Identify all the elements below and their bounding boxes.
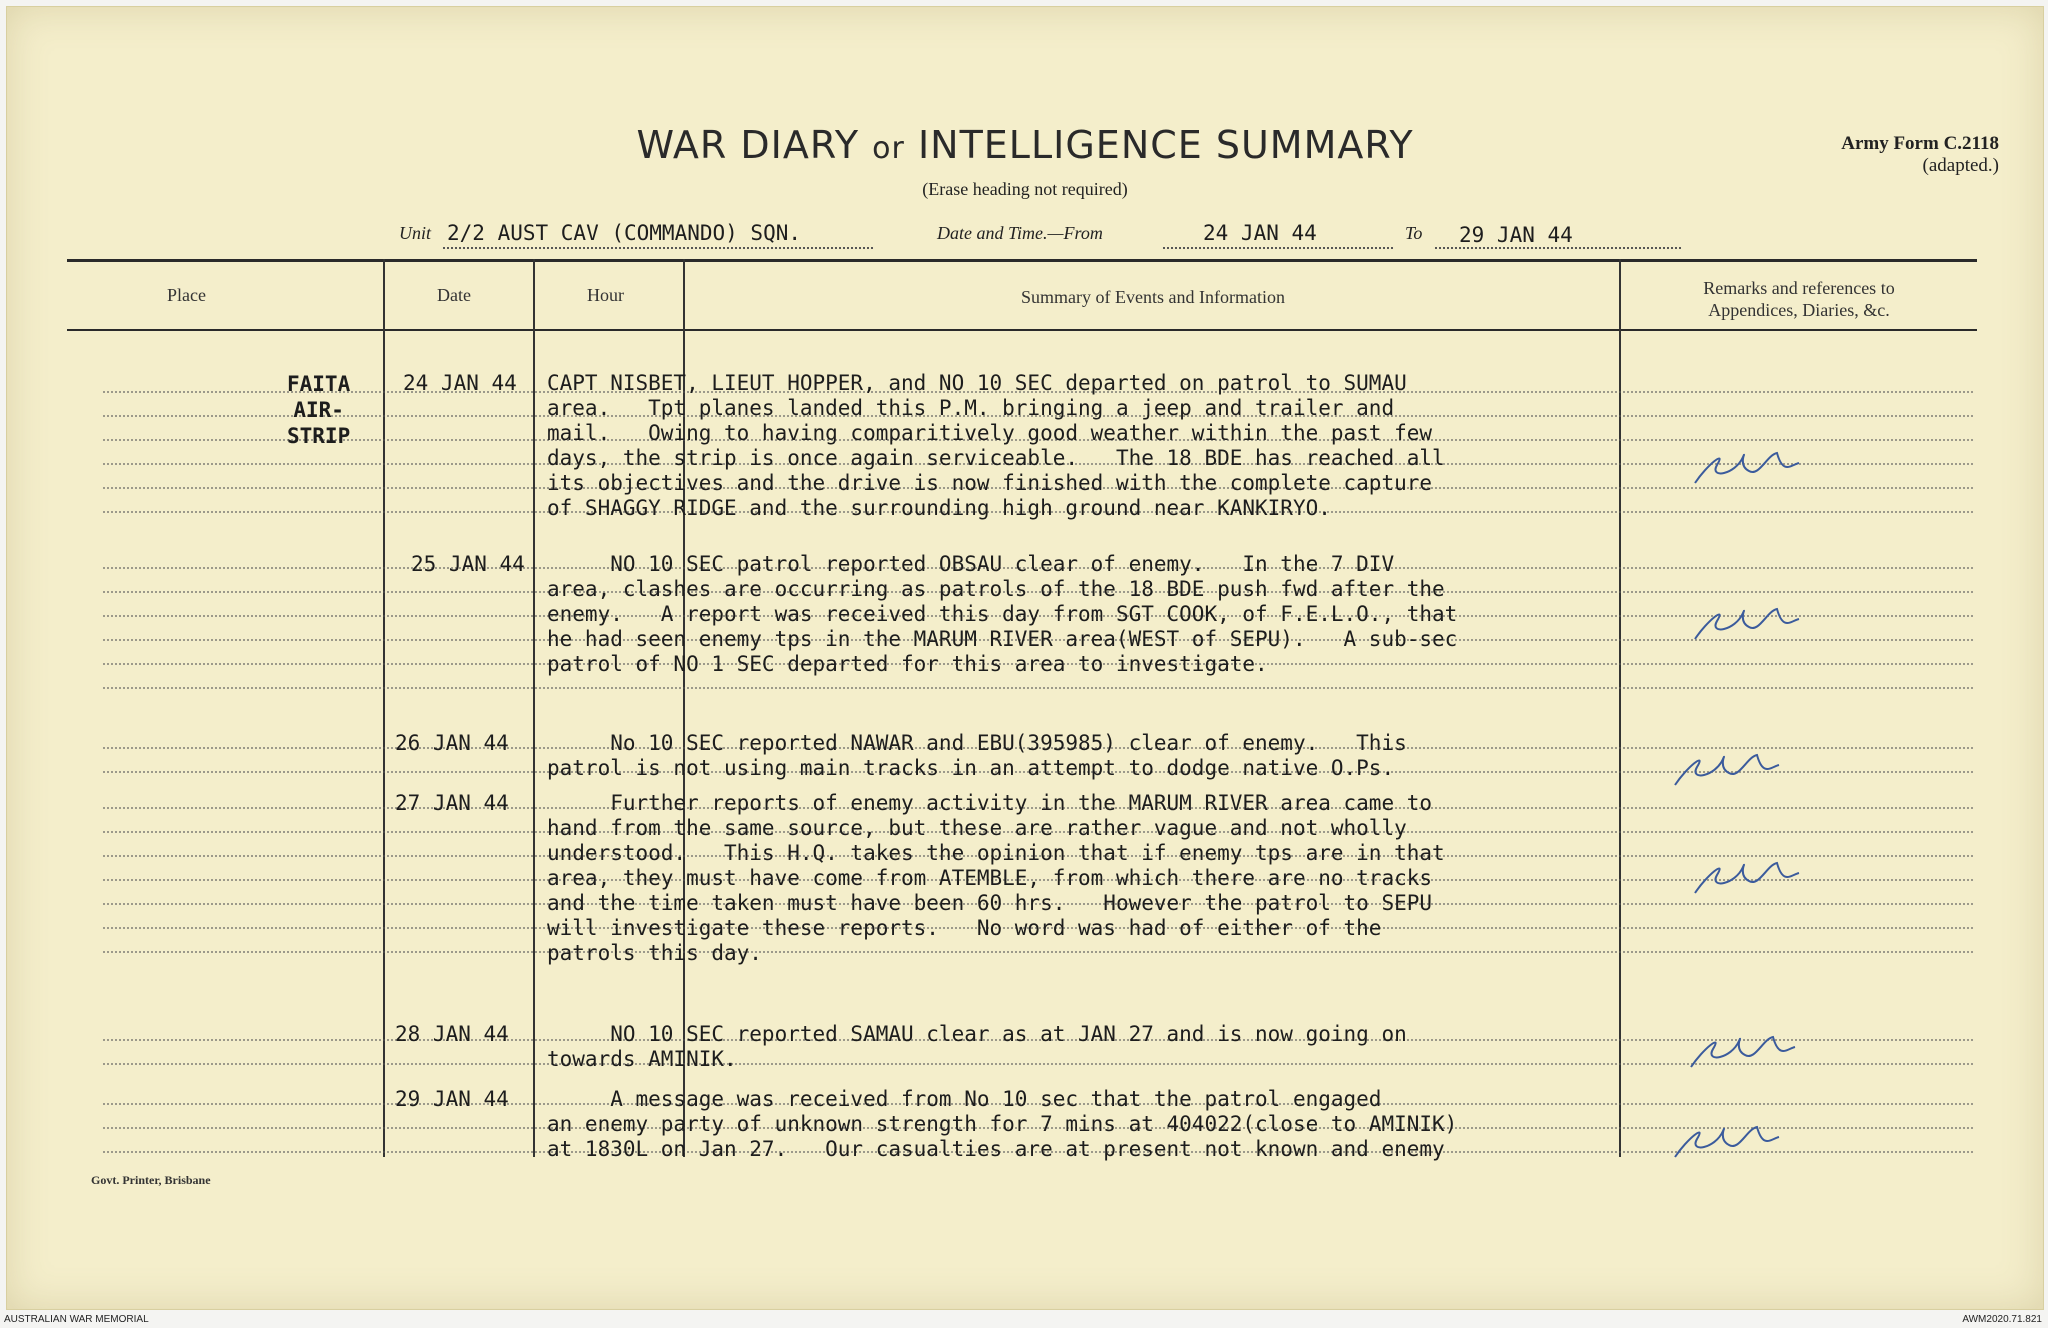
table-top-border	[67, 259, 1977, 262]
unit-label: Unit	[399, 223, 432, 243]
remarks-initials	[1667, 1109, 1787, 1169]
column-divider-summary	[1619, 259, 1621, 1157]
archive-accession-number: AWM2020.71.821	[1962, 1314, 2042, 1325]
column-header-summary: Summary of Events and Information	[1021, 287, 1285, 307]
printer-imprint: Govt. Printer, Brisbane	[91, 1173, 211, 1187]
entry-text: NO 10 SEC patrol reported OBSAU clear of enemy. In the 7 DIV area, clashes are occurring as patrols of the 18 BDE push fwd after the enemy. A report was received this day from SGT COOK, of F.E.L.O., that he had seen enemy tps in the MARUM RIVER area(WEST of SEPU). A sub-sec patrol of NO 1 SEC departed for this area to investigate.	[547, 552, 1458, 676]
diary-page	[6, 6, 2044, 1310]
column-divider-date	[533, 259, 535, 1157]
to-date-value: 29 JAN 44	[1459, 223, 1573, 247]
column-header-hour: Hour	[587, 285, 624, 305]
remarks-initials	[1683, 1019, 1803, 1079]
column-header-place: Place	[167, 285, 206, 305]
date-cell: 28 JAN 44	[395, 1022, 509, 1046]
entry-text: No 10 SEC reported NAWAR and EBU(395985) clear of enemy. This patrol is not using main tracks in an attempt to dodge native O.Ps.	[547, 731, 1407, 780]
table-header-border	[67, 329, 1977, 331]
unit-value: 2/2 AUST CAV (COMMANDO) SQN.	[447, 221, 802, 245]
to-dotted-line	[1435, 247, 1681, 249]
to-label: To	[1405, 223, 1423, 243]
date-cell: 27 JAN 44	[395, 791, 509, 815]
date-cell: 29 JAN 44	[395, 1087, 509, 1111]
ruled-line	[103, 687, 1973, 689]
form-identifier	[1841, 133, 1999, 177]
column-header-date: Date	[437, 285, 471, 305]
form-number: Army Form C.2118	[1841, 133, 1999, 154]
entry-text: CAPT NISBET, LIEUT HOPPER, and NO 10 SEC departed on patrol to SUMAU area. Tpt planes landed this P.M. bringing a jeep and trailer and mail. Owing to having comparitively good weather within the past few days, the strip is once again serviceable. The 18 BDE has reached all its objectives and the drive is now finished with the complete capture of SHAGGY RIDGE and the surrounding high ground near KANKIRYO.	[547, 371, 1445, 520]
remarks-initials	[1667, 737, 1787, 797]
from-date-value: 24 JAN 44	[1203, 221, 1317, 245]
entry-text: NO 10 SEC reported SAMAU clear as at JAN 27 and is now going on towards AMINIK.	[547, 1022, 1407, 1071]
page-subtitle: (Erase heading not required)	[922, 179, 1128, 199]
form-note: (adapted.)	[1922, 155, 1999, 176]
archive-credit: AUSTRALIAN WAR MEMORIAL	[4, 1314, 149, 1325]
entry-text: A message was received from No 10 sec that the patrol engaged an enemy party of unknown strength for 7 mins at 404022(close to AMINIK) at 1830L on Jan 27. Our casualties are at present not known and enemy	[547, 1087, 1458, 1161]
page-title: WAR DIARY or INTELLIGENCE SUMMARY	[636, 123, 1414, 167]
unit-dotted-line	[443, 247, 873, 249]
from-dotted-line	[1163, 247, 1393, 249]
remarks-initials	[1687, 435, 1807, 495]
place-cell: FAITA AIR- STRIP	[287, 372, 351, 448]
remarks-initials	[1687, 591, 1807, 651]
remarks-initials	[1687, 845, 1807, 905]
date-time-label: Date and Time.—From	[937, 223, 1103, 243]
date-cell: 26 JAN 44	[395, 731, 509, 755]
column-divider-place	[383, 259, 385, 1157]
entry-text: Further reports of enemy activity in the MARUM RIVER area came to hand from the same source, but these are rather vague and not wholly understood. This H.Q. takes the opinion that if enemy tps are in that area, they must have come from ATEMBLE, from which there are no tracks and the time taken must have been 60 hrs. However the patrol to SEPU will investigate these reports. No word was had of either of the patrols this day.	[547, 791, 1445, 965]
column-header-remarks: Remarks and references to Appendices, Diaries, &c.	[1703, 278, 1895, 320]
date-cell: 24 JAN 44	[403, 371, 517, 395]
date-cell: 25 JAN 44	[411, 552, 525, 576]
